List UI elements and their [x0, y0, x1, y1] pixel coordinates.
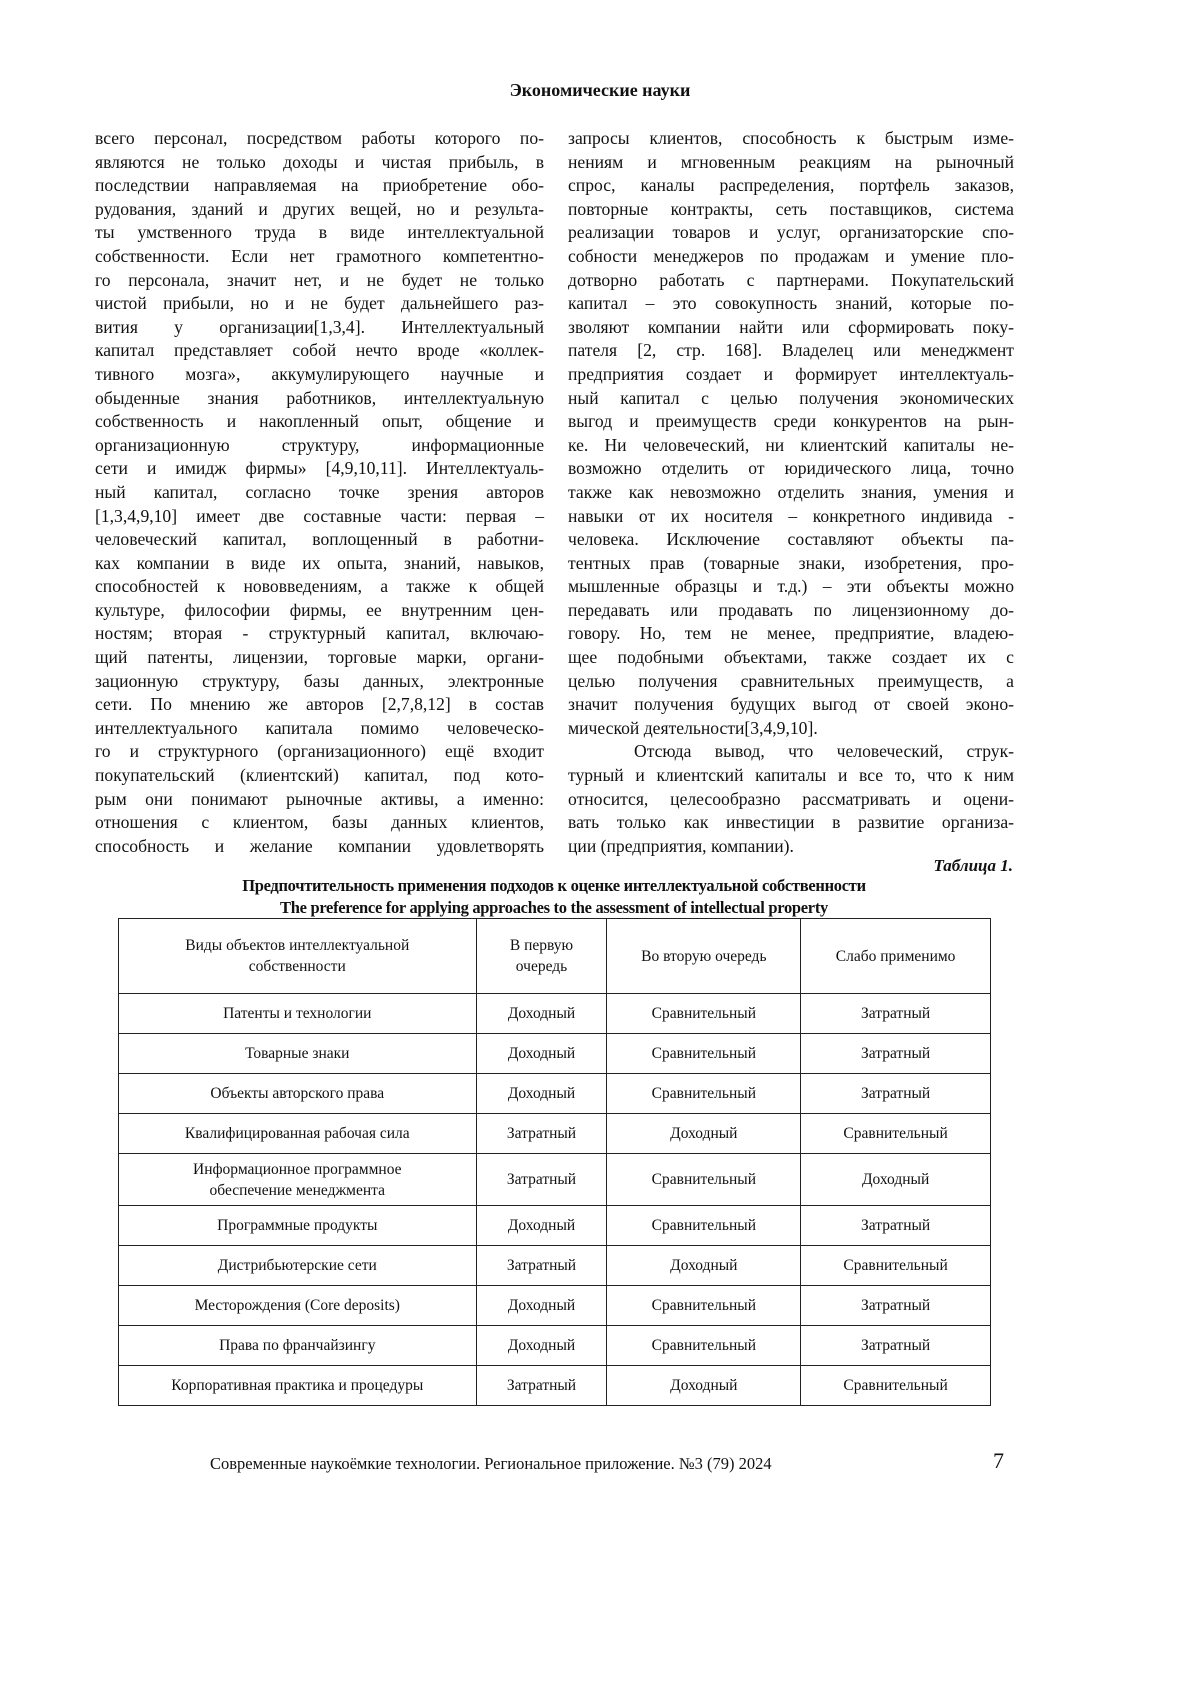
table-cell: Доходный [801, 1154, 991, 1206]
text-line: покупательский (клиентский) капитал, под кото- [95, 765, 544, 786]
text-line: всего персонал, посредством работы которого по- [95, 128, 544, 148]
table-title-en: The preference for applying approaches to the assessment of intellectual property [280, 898, 828, 917]
table-cell: Затратный [801, 1034, 991, 1074]
section-header: Экономические науки [509, 80, 691, 100]
table-number: Таблица 1. [933, 856, 1013, 875]
text-line: ции (предприятия, компании). [568, 835, 794, 856]
table-row [119, 1326, 991, 1366]
text-line: спрос, каналы распределения, портфель заказов, [568, 175, 1014, 196]
table-cell: Квалифицированная рабочая сила [119, 1114, 477, 1154]
table-cell: Доходный [476, 1034, 607, 1074]
table-row [119, 1034, 991, 1074]
text-line: запросы клиентов, способность к быстрым изме- [568, 128, 1014, 148]
text-line: передавать или продавать по лицензионному до- [568, 599, 1014, 620]
table-cell: Информационное программное обеспечение менеджмента [119, 1154, 477, 1206]
table-cell: Сравнительный [607, 1034, 801, 1074]
text-line: навыки от их носителя – конкретного индивида - [568, 505, 1014, 526]
text-line: мышленные образцы и т.д.) – эти объекты можно [568, 576, 1014, 597]
text-line: капитал – это совокупность знаний, которые по- [568, 293, 1014, 314]
text-line: значит получения будущих выгод от своей эконо- [568, 694, 1014, 715]
table-row [119, 994, 991, 1034]
text-line: собности менеджеров по продажам и умение пло- [568, 245, 1014, 266]
table-cell: Объекты авторского права [119, 1074, 477, 1114]
table-cell: Доходный [476, 994, 607, 1034]
text-line: человека. Исключение составляют объекты па- [568, 529, 1014, 550]
text-line: вать только как инвестиции в развитие организа- [568, 812, 1014, 833]
text-line: интеллектуального капитала помимо человеческо- [95, 717, 544, 738]
text-line: собственность и накопленный опыт, общение и [95, 411, 544, 432]
text-line: сети. По мнению же авторов [2,7,8,12] в состав [95, 694, 544, 715]
text-line: щее подобными объектами, также создает их с [568, 647, 1014, 668]
text-line: способность и желание компании удовлетворять [95, 835, 544, 856]
table-cell: Затратный [801, 1326, 991, 1366]
table-cell: Затратный [801, 1074, 991, 1114]
table-cell: Сравнительный [801, 1366, 991, 1406]
table-cell: Доходный [476, 1286, 607, 1326]
text-line: капитал представляет собой нечто вроде «коллек- [95, 340, 544, 361]
text-line: ты умственного труда в виде интеллектуальной [95, 222, 544, 243]
text-line: выгод и преимуществ среди конкурентов на рын- [568, 411, 1014, 432]
text-line: сети и имидж фирмы» [4,9,10,11]. Интеллектуаль- [95, 458, 544, 479]
table-row [119, 1074, 991, 1114]
text-line: рудования, зданий и других вещей, но и результа- [95, 198, 544, 219]
text-line: [1,3,4,9,10] имеет две составные части: первая – [95, 505, 544, 526]
text-line: человеческий капитал, воплощенный в работни- [95, 529, 544, 550]
table-cell: Права по франчайзингу [119, 1326, 477, 1366]
text-line: чистой прибыли, но и не будет дальнейшего раз- [95, 293, 544, 314]
table-row [119, 1154, 991, 1206]
table-cell: Сравнительный [801, 1114, 991, 1154]
table-title-ru: Предпочтительность применения подходов к оценке интеллектуальной собственности [242, 876, 866, 895]
text-line: Отсюда вывод, что человеческий, струк- [634, 741, 1014, 762]
journal-footer: Современные наукоёмкие технологии. Региональное приложение. №3 (79) 2024 [210, 1454, 772, 1473]
text-line: го и структурного (организационного) ещё входит [95, 741, 544, 762]
text-line: повторные контракты, сеть поставщиков, система [568, 198, 1014, 219]
table-cell: Сравнительный [607, 1074, 801, 1114]
text-line: щий патенты, лицензии, торговые марки, органи- [95, 647, 544, 668]
table-cell: Сравнительный [607, 1286, 801, 1326]
text-line: ный капитал, согласно точке зрения авторов [95, 481, 544, 502]
header-cell-second: Во вторую очередь [607, 919, 801, 994]
text-line: ный капитал с целью получения экономических [568, 387, 1014, 408]
left-text-column [95, 127, 544, 858]
text-line: культуре, философии фирмы, ее внутренним цен- [95, 599, 544, 620]
table-cell: Сравнительный [607, 1206, 801, 1246]
table-cell: Доходный [476, 1074, 607, 1114]
text-line: ках компании в виде их опыта, знаний, навыков, [95, 552, 544, 573]
table-cell: Сравнительный [607, 1326, 801, 1366]
table-row [119, 1366, 991, 1406]
text-line: турный и клиентский капиталы и все то, что к ним [568, 765, 1014, 786]
text-line: зволяют компании найти или сформировать поку- [568, 316, 1014, 337]
table-cell: Корпоративная практика и процедуры [119, 1366, 477, 1406]
table-cell: Затратный [801, 1206, 991, 1246]
table-row [119, 1286, 991, 1326]
table-row [119, 1206, 991, 1246]
text-line: го персонала, значит нет, и не будет не только [95, 269, 544, 290]
text-line: дотворно работать с партнерами. Покупательский [568, 269, 1014, 290]
text-line: тивного мозга», аккумулирующего научные и [95, 363, 544, 384]
header-cell-weak: Слабо применимо [801, 919, 991, 994]
table-cell: Доходный [607, 1246, 801, 1286]
table-cell: Патенты и технологии [119, 994, 477, 1034]
header-cell-object-type: Виды объектов интеллектуальной собственности [119, 919, 477, 994]
table-cell: Сравнительный [607, 994, 801, 1034]
text-line: ке. Ни человеческий, ни клиентский капиталы не- [568, 434, 1014, 455]
text-line: целью получения сравнительных преимуществ, а [568, 670, 1014, 691]
table-cell: Доходный [607, 1114, 801, 1154]
right-text-column [568, 127, 1014, 858]
table-cell: Затратный [476, 1246, 607, 1286]
text-line: говору. Но, тем не менее, предприятие, владею- [568, 623, 1014, 644]
table-cell: Месторождения (Core deposits) [119, 1286, 477, 1326]
table-row [119, 1114, 991, 1154]
table-row [119, 1246, 991, 1286]
text-line: собственности. Если нет грамотного компетентно- [95, 245, 544, 266]
text-line: рым они понимают рыночные активы, а именно: [95, 788, 544, 809]
text-line: отношения с клиентом, базы данных клиентов, [95, 812, 544, 833]
text-line: относится, целесообразно рассматривать и оцени- [568, 788, 1014, 809]
page-number: 7 [993, 1448, 1004, 1473]
text-line: являются не только доходы и чистая прибыль, в [95, 151, 544, 172]
table-cell: Сравнительный [607, 1154, 801, 1206]
text-line: тентных прав (товарные знаки, изобретения, про- [568, 552, 1014, 573]
table-cell: Программные продукты [119, 1206, 477, 1246]
table-cell: Доходный [476, 1326, 607, 1366]
table-cell: Доходный [607, 1366, 801, 1406]
text-line: мической деятельности[3,4,9,10]. [568, 717, 818, 738]
text-line: ностям; вторая - структурный капитал, включаю- [95, 623, 544, 644]
header-cell-first: В первую очередь [476, 919, 607, 994]
table-cell: Затратный [476, 1114, 607, 1154]
text-line: также как невозможно отделить знания, умения и [568, 481, 1014, 502]
table-header-row [119, 919, 991, 994]
approaches-table [118, 918, 991, 1406]
table-cell: Затратный [476, 1154, 607, 1206]
table-cell: Дистрибьютерские сети [119, 1246, 477, 1286]
text-line: возможно отделить от юридического лица, точно [568, 458, 1014, 479]
text-line: последствии направляемая на приобретение обо- [95, 175, 544, 196]
text-line: организационную структуру, информационные [95, 434, 544, 455]
table-cell: Доходный [476, 1206, 607, 1246]
table-cell: Затратный [801, 1286, 991, 1326]
text-line: реализации товаров и услуг, организаторские спо- [568, 222, 1014, 243]
table-cell: Сравнительный [801, 1246, 991, 1286]
table-cell: Затратный [476, 1366, 607, 1406]
text-line: вития у организации[1,3,4]. Интеллектуальный [95, 316, 544, 337]
table-cell: Затратный [801, 994, 991, 1034]
text-line: предприятия создает и формирует интеллектуаль- [568, 363, 1014, 384]
text-line: нениям и мгновенным реакциям на рыночный [568, 151, 1014, 172]
text-line: пателя [2, стр. 168]. Владелец или менеджмент [568, 340, 1014, 361]
text-line: способностей к нововведениям, а также к общей [95, 576, 544, 597]
table-cell: Товарные знаки [119, 1034, 477, 1074]
text-line: обыденные знания работников, интеллектуальную [95, 387, 544, 408]
text-line: зационную структуру, базы данных, электронные [95, 670, 544, 691]
